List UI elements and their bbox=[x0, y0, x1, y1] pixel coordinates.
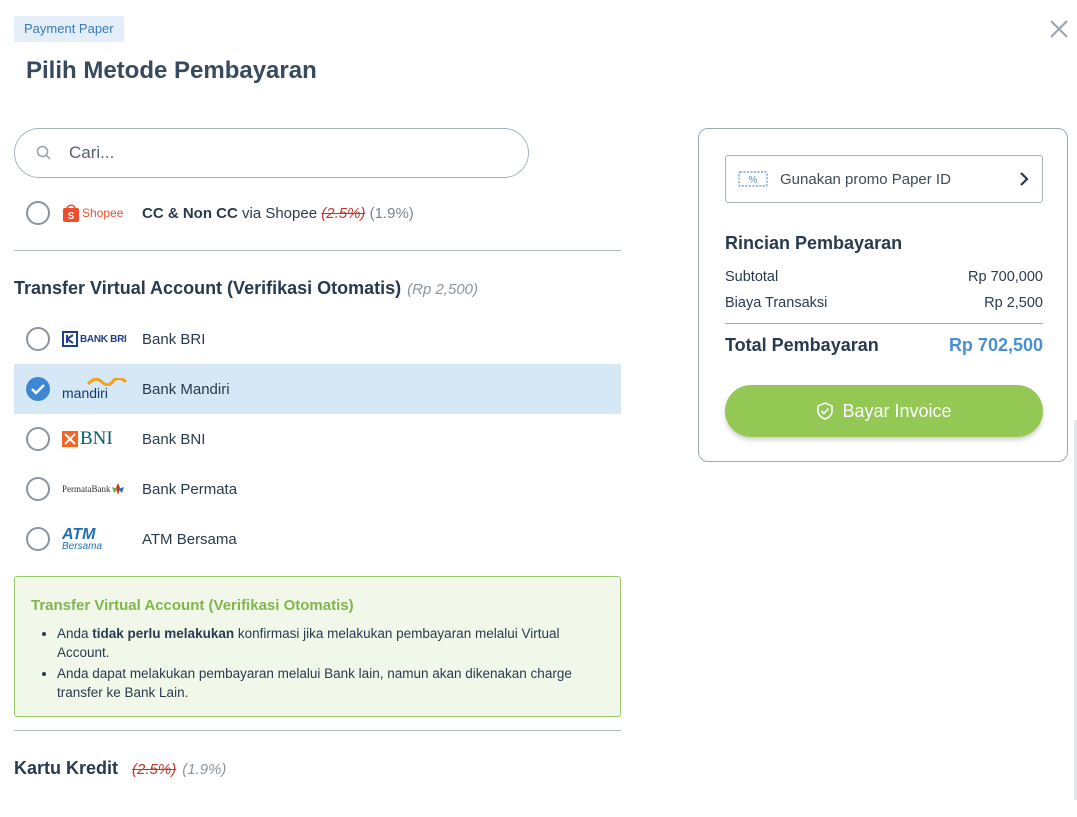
check-icon bbox=[30, 382, 46, 396]
transaction-fee-label: Biaya Transaksi bbox=[725, 295, 828, 311]
atm-bersama-label: ATM Bersama bbox=[142, 530, 237, 548]
shopee-fee-old: (2.5%) bbox=[321, 204, 366, 222]
va-info-list bbox=[31, 624, 604, 702]
shield-check-icon bbox=[816, 402, 834, 420]
mandiri-logo-text: mandiri bbox=[62, 385, 108, 401]
va-info-item-1-bold: tidak perlu melakukan bbox=[92, 626, 235, 641]
radio-permata[interactable] bbox=[26, 477, 50, 501]
bri-label: Bank BRI bbox=[142, 330, 206, 348]
total-label: Total Pembayaran bbox=[725, 335, 879, 355]
subtotal-row bbox=[725, 269, 1043, 285]
cc-fee-old: (2.5%) bbox=[132, 761, 177, 778]
search-box[interactable] bbox=[14, 128, 529, 178]
bri-logo-text: BANK BRI bbox=[80, 333, 127, 345]
shopee-label-bold: CC & Non CC bbox=[142, 204, 238, 222]
bni-label: Bank BNI bbox=[142, 430, 206, 448]
transaction-fee-row bbox=[725, 295, 1043, 311]
mandiri-label: Bank Mandiri bbox=[142, 380, 230, 398]
svg-text:S: S bbox=[67, 211, 75, 222]
atm-bersama-logo bbox=[62, 527, 130, 551]
va-info-item-1-a: Anda bbox=[57, 626, 93, 641]
divider bbox=[14, 250, 621, 251]
payment-option-shopee[interactable] bbox=[14, 188, 621, 238]
radio-bri[interactable] bbox=[26, 327, 50, 351]
payment-option-mandiri[interactable] bbox=[14, 364, 621, 414]
subtotal-label: Subtotal bbox=[725, 269, 779, 285]
radio-mandiri[interactable] bbox=[26, 377, 50, 401]
va-info-item-1-b: konfirmasi jika melakukan pembayaran melalui Virtual Account. bbox=[57, 626, 560, 660]
payment-paper-badge: Payment Paper bbox=[14, 16, 124, 42]
page-title: Pilih Metode Pembayaran bbox=[26, 57, 317, 84]
cc-section-title-text: Kartu Kredit bbox=[14, 758, 119, 778]
summary-divider bbox=[725, 323, 1043, 324]
mandiri-logo bbox=[62, 377, 130, 401]
bni-logo bbox=[62, 427, 130, 451]
promo-label: Gunakan promo Paper ID bbox=[780, 170, 951, 188]
total-value: Rp 702,500 bbox=[948, 335, 1043, 355]
search-icon bbox=[35, 144, 53, 162]
permata-label: Bank Permata bbox=[142, 480, 238, 498]
promo-button[interactable] bbox=[725, 155, 1043, 203]
va-section-title bbox=[14, 278, 478, 299]
permata-logo-text: PermataBank bbox=[62, 484, 111, 494]
payment-option-atm-bersama[interactable] bbox=[14, 514, 621, 564]
va-info-item-1 bbox=[57, 624, 604, 662]
shopee-label-rest: via Shopee bbox=[237, 204, 322, 222]
pay-invoice-button[interactable] bbox=[725, 385, 1043, 437]
atm-logo-sub: Bersama bbox=[62, 540, 103, 552]
bri-logo bbox=[62, 327, 130, 351]
chevron-right-icon bbox=[1018, 171, 1030, 187]
va-info-title: Transfer Virtual Account (Verifikasi Otomatis) bbox=[31, 597, 354, 614]
va-section-fee: (Rp 2,500) bbox=[407, 281, 478, 298]
transaction-fee-value: Rp 2,500 bbox=[984, 295, 1043, 311]
pay-invoice-label: Bayar Invoice bbox=[842, 400, 952, 421]
svg-text:%: % bbox=[748, 175, 758, 186]
bni-logo-text: BNI bbox=[80, 428, 113, 449]
voucher-icon bbox=[738, 171, 768, 187]
va-info-box bbox=[14, 576, 621, 717]
permata-logo bbox=[62, 477, 130, 501]
payment-option-permata[interactable] bbox=[14, 464, 621, 514]
radio-shopee[interactable] bbox=[26, 201, 50, 225]
cc-fee-new: (1.9%) bbox=[182, 761, 227, 778]
payment-option-bni[interactable] bbox=[14, 414, 621, 464]
cc-section-title[interactable] bbox=[14, 758, 226, 779]
divider bbox=[14, 730, 621, 731]
va-info-item-2: • Anda dapat melakukan pembayaran melalui Bank lain, namun akan dikenakan charge transfer ke Bank Lain. bbox=[57, 664, 604, 702]
summary-title: Rincian Pembayaran bbox=[725, 233, 903, 253]
shopee-logo bbox=[62, 201, 130, 225]
payment-summary-panel bbox=[698, 128, 1068, 462]
va-section-title-text: Transfer Virtual Account (Verifikasi Otomatis) bbox=[14, 278, 402, 298]
shopee-logo-text: Shopee bbox=[82, 206, 124, 220]
subtotal-value: Rp 700,000 bbox=[968, 269, 1043, 285]
shopee-label bbox=[142, 205, 414, 222]
payment-option-bri[interactable] bbox=[14, 314, 621, 364]
radio-bni[interactable] bbox=[26, 427, 50, 451]
total-row bbox=[725, 335, 1043, 356]
atm-logo-text: ATM bbox=[62, 525, 96, 543]
radio-atm-bersama[interactable] bbox=[26, 527, 50, 551]
search-input[interactable] bbox=[69, 143, 489, 163]
shopee-fee-new: (1.9%) bbox=[369, 204, 414, 222]
close-icon[interactable] bbox=[1046, 16, 1072, 42]
